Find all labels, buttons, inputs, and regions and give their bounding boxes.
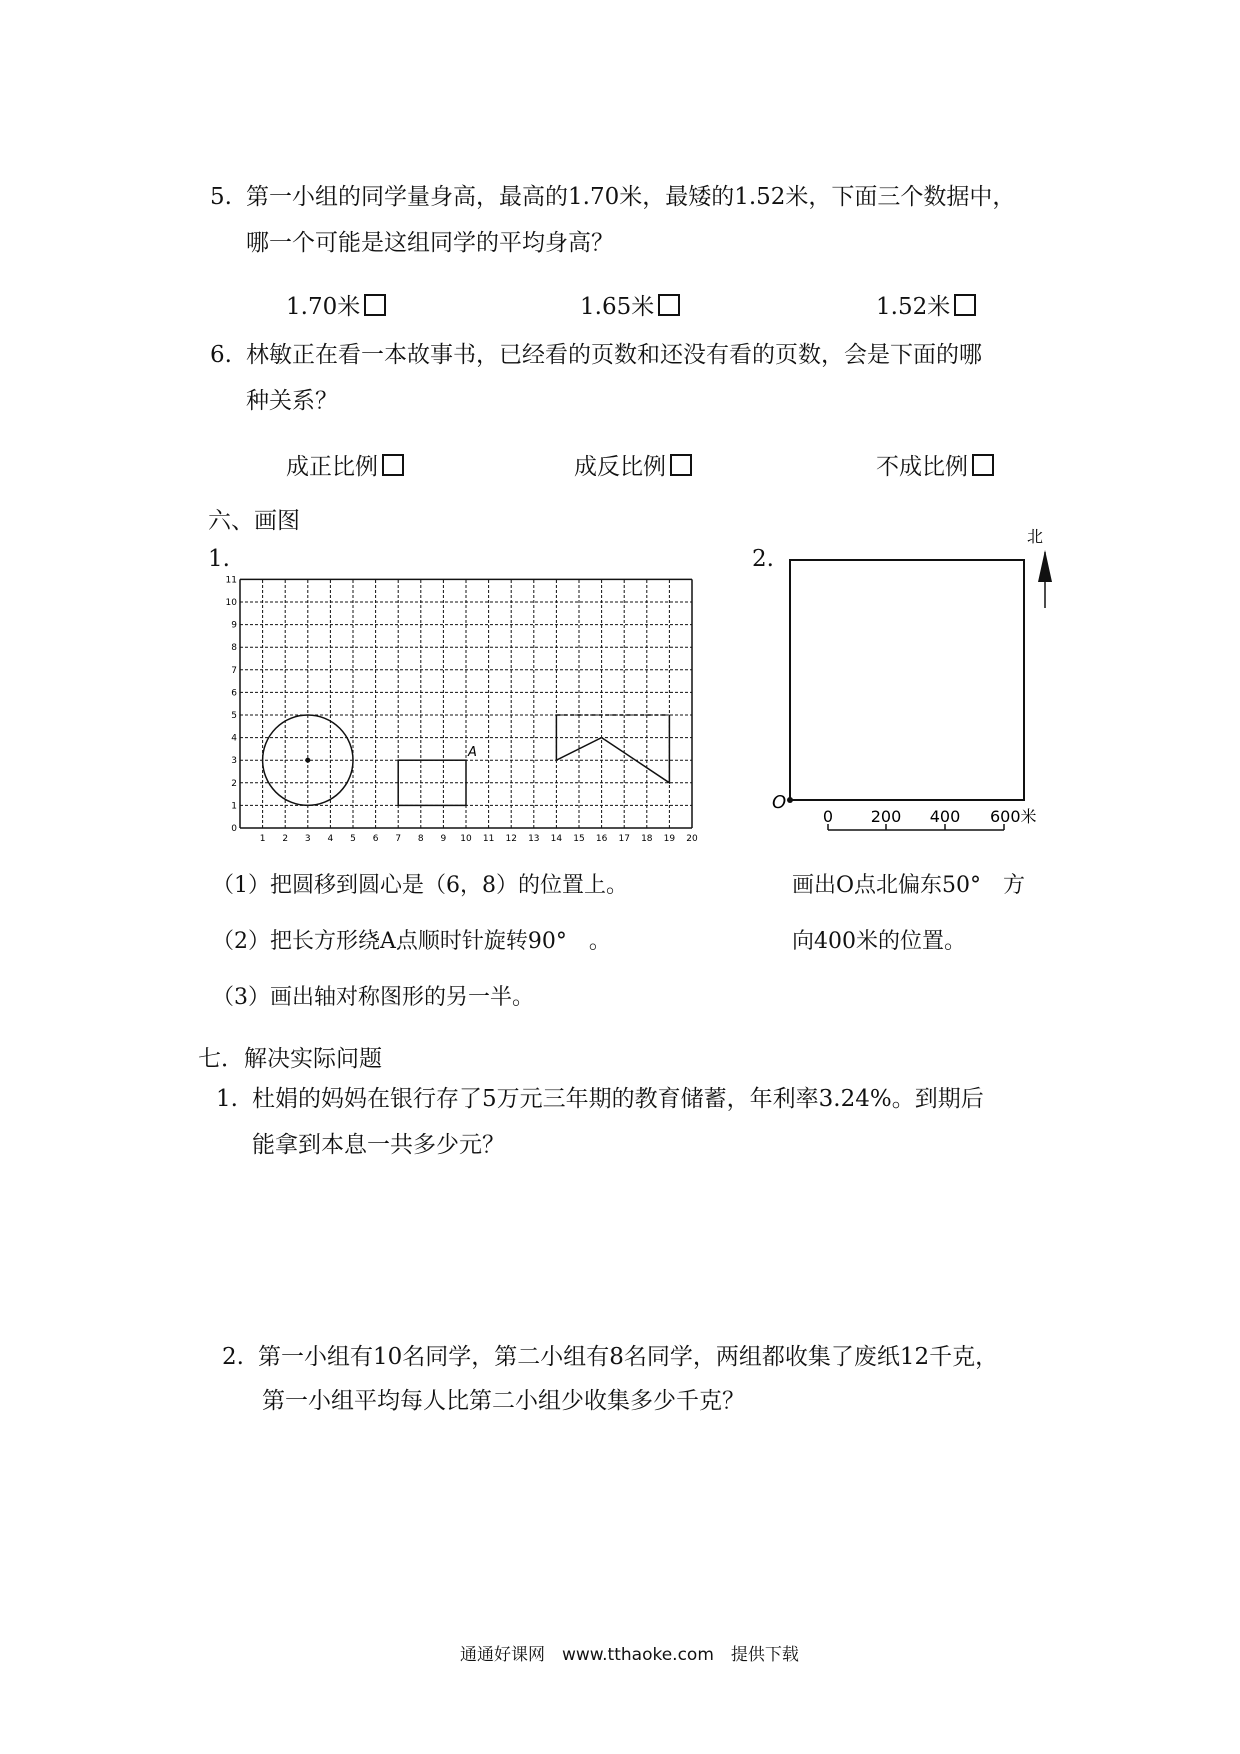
north-arrow-icon: [1027, 527, 1052, 608]
x-tick-label: 15: [573, 834, 585, 844]
y-tick-label: 3: [231, 756, 237, 767]
scale-label-600: 600米: [990, 807, 1037, 826]
q5-option-1-label: 1.70米: [286, 294, 361, 320]
x-tick-label: 8: [417, 834, 424, 844]
origin-point: [787, 797, 793, 803]
q6-option-3-label: 不成比例: [876, 454, 968, 480]
task2-line2: 向400米的位置。: [792, 929, 966, 954]
circle-center: [305, 758, 310, 763]
grid-shapes: [263, 715, 670, 805]
q5-option-3-checkbox[interactable]: [954, 294, 976, 316]
y-tick-label: 9: [231, 620, 237, 631]
q6-text-line2: 种关系？: [246, 388, 338, 414]
x-tick-label: 4: [327, 834, 334, 844]
y-tick-label: 6: [231, 688, 237, 699]
p1-number: 1.: [216, 1086, 238, 1112]
q6-text-line1: 林敏正在看一本故事书，已经看的页数和还没有看的页数，会是下面的哪: [246, 342, 982, 368]
q6-option-1-label: 成正比例: [286, 454, 378, 480]
y-tick-label: 2: [231, 778, 237, 789]
half-figure-shape: [556, 715, 669, 783]
map-figure[interactable]: [760, 520, 1060, 840]
y-tick-label: 7: [231, 665, 237, 676]
x-tick-label: 12: [505, 834, 517, 844]
scale-label-200: 200: [870, 807, 902, 826]
q5-number: 5.: [210, 184, 232, 210]
point-a-label: A: [468, 745, 477, 761]
task2-line1: 画出O点北偏东50° 方: [792, 873, 1026, 898]
q6-option-2[interactable]: [574, 448, 692, 481]
task1-1: （1）把圆移到圆心是（6，8）的位置上。: [212, 873, 628, 898]
scale-label-400: 400: [929, 807, 961, 826]
north-label: 北: [1026, 527, 1044, 546]
p1-text-line2: 能拿到本息一共多少元？: [252, 1132, 505, 1158]
y-tick-label: 4: [231, 733, 237, 744]
x-tick-label: 7: [395, 834, 402, 844]
y-tick-label: 1: [231, 801, 237, 812]
x-tick-label: 14: [550, 834, 563, 844]
fig2-label: 2.: [752, 546, 774, 572]
x-tick-label: 3: [304, 834, 311, 844]
q6-option-1-checkbox[interactable]: [382, 454, 404, 476]
task1-3: （3）画出轴对称图形的另一半。: [212, 985, 534, 1010]
x-tick-label: 9: [440, 834, 447, 844]
q5-option-3[interactable]: [876, 288, 976, 321]
grid-figure[interactable]: [225, 560, 712, 844]
x-tick-label: 20: [686, 834, 698, 844]
q5-option-2-checkbox[interactable]: [658, 294, 680, 316]
x-tick-label: 10: [460, 834, 472, 844]
q5-option-1-checkbox[interactable]: [364, 294, 386, 316]
y-tick-label: 5: [231, 711, 237, 721]
x-tick-label: 16: [595, 834, 608, 844]
y-tick-label: 8: [231, 643, 237, 654]
q5-text-line1: 第一小组的同学量身高，最高的1.70米，最矮的1.52米，下面三个数据中，: [246, 184, 1016, 210]
q6-option-1[interactable]: [286, 448, 404, 481]
x-tick-label: 2: [282, 834, 289, 844]
y-tick-label: 10: [225, 598, 237, 608]
scale-label-0: 0: [822, 807, 834, 826]
y-tick-label: 11: [225, 575, 237, 586]
section6-title: 六、画图: [208, 508, 300, 534]
p2-text-line1: 第一小组有10名同学，第二小组有8名同学，两组都收集了废纸12千克，: [258, 1344, 999, 1370]
x-tick-label: 5: [350, 834, 356, 844]
q5-option-2-label: 1.65米: [580, 294, 655, 320]
q6-option-3-checkbox[interactable]: [972, 454, 994, 476]
q6-number: 6.: [210, 342, 232, 368]
p2-number: 2.: [222, 1344, 244, 1370]
x-tick-label: 6: [372, 834, 379, 844]
p1-text-line1: 杜娟的妈妈在银行存了5万元三年期的教育储蓄，年利率3.24%。到期后: [252, 1086, 984, 1112]
y-tick-label: 0: [231, 824, 237, 834]
origin-label: O: [772, 792, 787, 813]
q6-option-3[interactable]: [876, 448, 994, 481]
x-tick-label: 13: [528, 834, 540, 844]
fig1-label: 1.: [208, 546, 230, 572]
x-tick-label: 1: [259, 834, 266, 844]
map-area: [790, 560, 1024, 800]
q5-option-2[interactable]: [580, 288, 680, 321]
x-tick-label: 17: [618, 834, 630, 844]
section7-title: 七．解决实际问题: [198, 1046, 382, 1072]
x-tick-label: 11: [482, 834, 495, 844]
q5-option-1[interactable]: [286, 288, 386, 321]
map-scale: [823, 807, 1037, 830]
q5-text-line2: 哪一个可能是这组同学的平均身高？: [246, 230, 614, 256]
x-tick-label: 18: [641, 834, 653, 844]
x-tick-label: 19: [663, 834, 676, 844]
q6-option-2-label: 成反比例: [574, 454, 666, 480]
p2-text-line2: 第一小组平均每人比第二小组少收集多少千克？: [262, 1388, 745, 1414]
q5-option-3-label: 1.52米: [876, 294, 951, 320]
task1-2: （2）把长方形绕A点顺时针旋转90° 。: [212, 929, 611, 954]
q6-option-2-checkbox[interactable]: [670, 454, 692, 476]
footer-credit: 通通好课网 www.tthaoke.com 提供下载: [460, 1645, 799, 1665]
